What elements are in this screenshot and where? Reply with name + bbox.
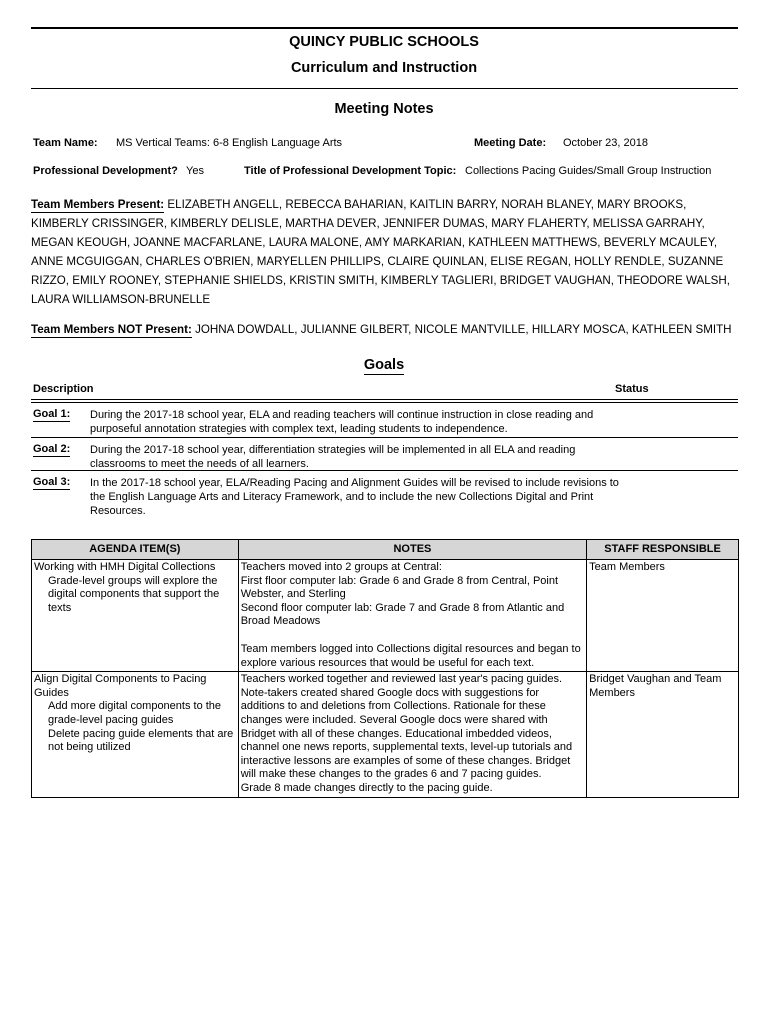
members-present-label: Team Members Present: [31, 198, 165, 211]
notes-line: First floor computer lab: Grade 6 and Grade 8 from Central, Point Webster, and Sterling [240, 574, 559, 601]
goal-divider [31, 470, 738, 471]
department-name: Curriculum and Instruction [290, 60, 478, 76]
goals-header-rule [31, 399, 738, 400]
meeting-date-label: Meeting Date: [474, 137, 547, 149]
agenda-item-title: Align Digital Components to Pacing Guides [34, 673, 207, 699]
pd-topic-value: Collections Pacing Guides/Small Group Instruction [465, 165, 712, 177]
goal-2-label: Goal 2: [33, 443, 71, 455]
goals-heading: Goals [363, 357, 405, 373]
notes-line: Team members logged into Collections digital resources and began to explore various resources that would be useful for each text. [240, 642, 581, 669]
members-present-list: ELIZABETH ANGELL, REBECCA BAHARIAN, KAITLIN BARRY, NORAH BLANEY, MARY BROOKS, KIMBERLY CRISSINGER, KIMBERLY DELISLE, MARTHA DEVER, JENNIFER DUMAS, MARY FLAHERTY, MELISSA GARRAHY, MEGAN KEOUGH, JOANNE MACFARLANE, LAURA MALONE, AMY MARKARIAN, KATHLEEN MATTHEWS, BEVERLY MCAULEY, ANNE MCGUIGGAN, CHARLES O'BRIEN, MARYELLEN PHILLIPS, CLAIRE QUINLAN, ELISE REGAN, HOLLY RENDLE, SUZANNE RIZZO, EMILY ROONEY, STEPHANIE SHIELDS, KRISTIN SMITH, KIMBERLY TAGLIERI, BRIDGET VAUGHAN, THEODORE WALSH, LAURA WILLIAMSON-BRUNELLE [31, 198, 730, 306]
org-name: QUINCY PUBLIC SCHOOLS [289, 34, 479, 50]
members-absent-label: Team Members NOT Present: [31, 323, 192, 336]
page-title: Meeting Notes [334, 101, 434, 117]
top-rule [31, 27, 738, 29]
team-name-label: Team Name: [33, 137, 98, 149]
agenda-item-sub: Grade-level groups will explore the digital components that support the texts [48, 574, 220, 614]
goals-col-description: Description [33, 383, 94, 395]
agenda-item-cell [32, 560, 239, 672]
agenda-col-item: AGENDA ITEM(S) [32, 540, 239, 560]
table-row [32, 672, 739, 797]
pd-topic-label: Title of Professional Development Topic: [244, 165, 457, 177]
notes-line: Teachers worked together and reviewed last year's pacing guides. Note-takers created shared Google docs with suggestions for additions to and deletions from Collections. Rationale for these changes were included. Several Google docs were shared with Bridget with all of these changes. Educational imbedded videos, channel one news reports, supplemental texts, level-up tutorials and interactive lessons are examples of some of these changes. Bridget will make these changes to the grades 6 and 7 pacing guides. [240, 673, 573, 781]
agenda-notes-cell [238, 672, 586, 797]
pd-value: Yes [186, 165, 204, 177]
agenda-notes-cell [238, 560, 586, 672]
notes-line: Teachers moved into 2 groups at Central: [240, 561, 442, 573]
agenda-item-title: Working with HMH Digital Collections [34, 561, 216, 573]
goals-header-rule-2 [31, 402, 738, 403]
goals-col-status: Status [615, 383, 649, 395]
agenda-col-staff: STAFF RESPONSIBLE [587, 540, 739, 560]
team-name-value: MS Vertical Teams: 6-8 English Language Arts [116, 137, 343, 149]
members-present [31, 195, 743, 309]
agenda-staff-cell: Team Members [587, 560, 739, 672]
goal-2-text: During the 2017-18 school year, differentiation strategies will be implemented in all ELA and reading classrooms to meet the needs of all learners. [90, 444, 576, 470]
meeting-date-value: October 23, 2018 [563, 137, 649, 149]
agenda-header-row [32, 540, 739, 560]
goal-3-text: In the 2017-18 school year, ELA/Reading Pacing and Alignment Guides will be revised to include revisions to the English Language Arts and Literacy Framework, and to include the new Collections Digital and Print Resources. [90, 477, 619, 517]
header-rule [31, 88, 738, 89]
agenda-item-cell [32, 672, 239, 797]
table-row [32, 560, 739, 672]
agenda-staff-cell: Bridget Vaughan and Team Members [587, 672, 739, 797]
goal-divider [31, 437, 738, 438]
notes-line: Grade 8 made changes directly to the pacing guide. [240, 781, 493, 794]
agenda-table [31, 539, 739, 798]
goal-3-label: Goal 3: [33, 476, 71, 488]
notes-line: Second floor computer lab: Grade 7 and Grade 8 from Atlantic and Broad Meadows [240, 601, 565, 628]
goal-1-text: During the 2017-18 school year, ELA and reading teachers will continue instruction in close reading and purposeful annotation strategies with complex text, leading students to independence. [90, 409, 594, 435]
goal-1-label: Goal 1: [33, 408, 71, 420]
agenda-item-sub: Delete pacing guide elements that are not being utilized [48, 727, 234, 754]
pd-label: Professional Development? [33, 165, 178, 177]
members-absent-list: JOHNA DOWDALL, JULIANNE GILBERT, NICOLE MANTVILLE, HILLARY MOSCA, KATHLEEN SMITH [195, 323, 732, 336]
agenda-col-notes: NOTES [238, 540, 586, 560]
members-absent [31, 320, 743, 339]
agenda-item-sub: Add more digital components to the grade-level pacing guides [48, 700, 222, 726]
